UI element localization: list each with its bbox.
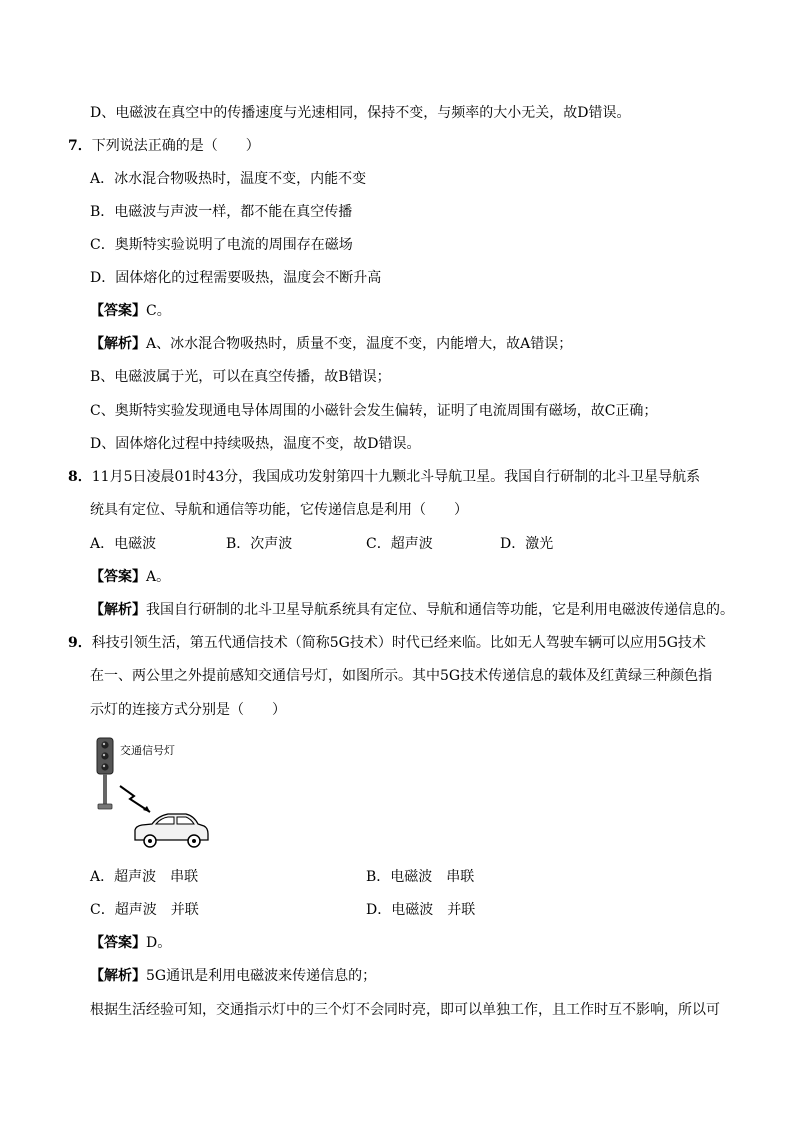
q8-option-b: B．次声波 xyxy=(226,536,293,552)
answer-tag: 【答案】 xyxy=(90,935,146,951)
q8-option-a: A．电磁波 xyxy=(90,536,157,552)
q7-analysis-3: C、奥斯特实验发现通电导体周围的小磁针会发生偏转，证明了电流周围有磁场，故C正确； xyxy=(90,403,658,419)
q7-stem-line xyxy=(68,136,260,156)
q8-answer xyxy=(90,567,170,587)
traffic-light-figure xyxy=(90,730,220,855)
q8-stem-line-1 xyxy=(68,467,700,487)
q8-analysis xyxy=(90,600,734,620)
q9-option-d: D．电磁波 并联 xyxy=(366,902,476,918)
q9-stem-1: 科技引领生活，第五代通信技术（简称5G技术）时代已经来临。比如无人驾驶车辆可以应用5G技术 xyxy=(91,635,706,651)
q7-analysis xyxy=(90,334,572,354)
q9-stem-line-1 xyxy=(68,633,706,653)
analysis-tag: 【解析】 xyxy=(90,968,146,984)
q7-analysis-1: A、冰水混合物吸热时，质量不变，温度不变，内能增大，故A错误； xyxy=(146,336,573,352)
q7-analysis-2: B、电磁波属于光，可以在真空传播，故B错误； xyxy=(90,369,391,385)
q9-number: 9． xyxy=(68,635,92,651)
q9-option-b: B．电磁波 串联 xyxy=(366,869,475,885)
q9-analysis-1: 5G通讯是利用电磁波来传递信息的； xyxy=(146,968,377,984)
q9-option-a: A．超声波 串联 xyxy=(90,869,199,885)
q8-option-d: D．激光 xyxy=(500,536,554,552)
q9-option-c: C．超声波 并联 xyxy=(90,902,199,918)
q7-answer-value: C。 xyxy=(146,303,171,319)
q9-answer xyxy=(90,933,171,953)
answer-tag: 【答案】 xyxy=(90,569,146,585)
q8-stem-1: 11月5日凌晨01时43分，我国成功发射第四十九颗北斗导航卫星。我国自行研制的北斗卫星导航系 xyxy=(91,469,701,485)
q8-stem-2: 统具有定位、导航和通信等功能，它传递信息是利用（ ） xyxy=(90,502,468,518)
analysis-tag: 【解析】 xyxy=(90,336,146,352)
q7-option-c: C．奥斯特实验说明了电流的周围存在磁场 xyxy=(90,237,353,253)
q9-stem-2: 在一、两公里之外提前感知交通信号灯，如图所示。其中5G技术传递信息的载体及红黄绿三种颜色指 xyxy=(90,668,713,684)
q7-option-b: B．电磁波与声波一样，都不能在真空传播 xyxy=(90,204,353,220)
q8-answer-value: A。 xyxy=(146,569,171,585)
q7-stem: 下列说法正确的是（ ） xyxy=(91,138,260,154)
q6-option-d-analysis: D、电磁波在真空中的传播速度与光速相同，保持不变，与频率的大小无关，故D错误。 xyxy=(90,105,631,121)
q9-stem-3: 示灯的连接方式分别是（ ） xyxy=(90,702,286,718)
q9-answer-value: D。 xyxy=(146,935,172,951)
q7-option-a: A．冰水混合物吸热时，温度不变，内能不变 xyxy=(90,171,367,187)
q7-analysis-4: D、固体熔化过程中持续吸热，温度不变，故D错误。 xyxy=(90,436,421,452)
q8-option-c: C．超声波 xyxy=(366,536,433,552)
q7-answer xyxy=(90,301,171,321)
q8-number: 8． xyxy=(68,469,92,485)
q7-number: 7． xyxy=(68,138,92,154)
figure-label: 交通信号灯 xyxy=(120,744,175,757)
q8-analysis-text: 我国自行研制的北斗卫星导航系统具有定位、导航和通信等功能，它是利用电磁波传递信息的。 xyxy=(146,602,734,618)
q7-option-d: D．固体熔化的过程需要吸热，温度会不断升高 xyxy=(90,270,382,286)
q9-analysis xyxy=(90,966,376,986)
q9-analysis-2: 根据生活经验可知，交通指示灯中的三个灯不会同时亮，即可以单独工作，且工作时互不影响，所以可 xyxy=(90,1002,720,1018)
analysis-tag: 【解析】 xyxy=(90,602,146,618)
answer-tag: 【答案】 xyxy=(90,303,146,319)
